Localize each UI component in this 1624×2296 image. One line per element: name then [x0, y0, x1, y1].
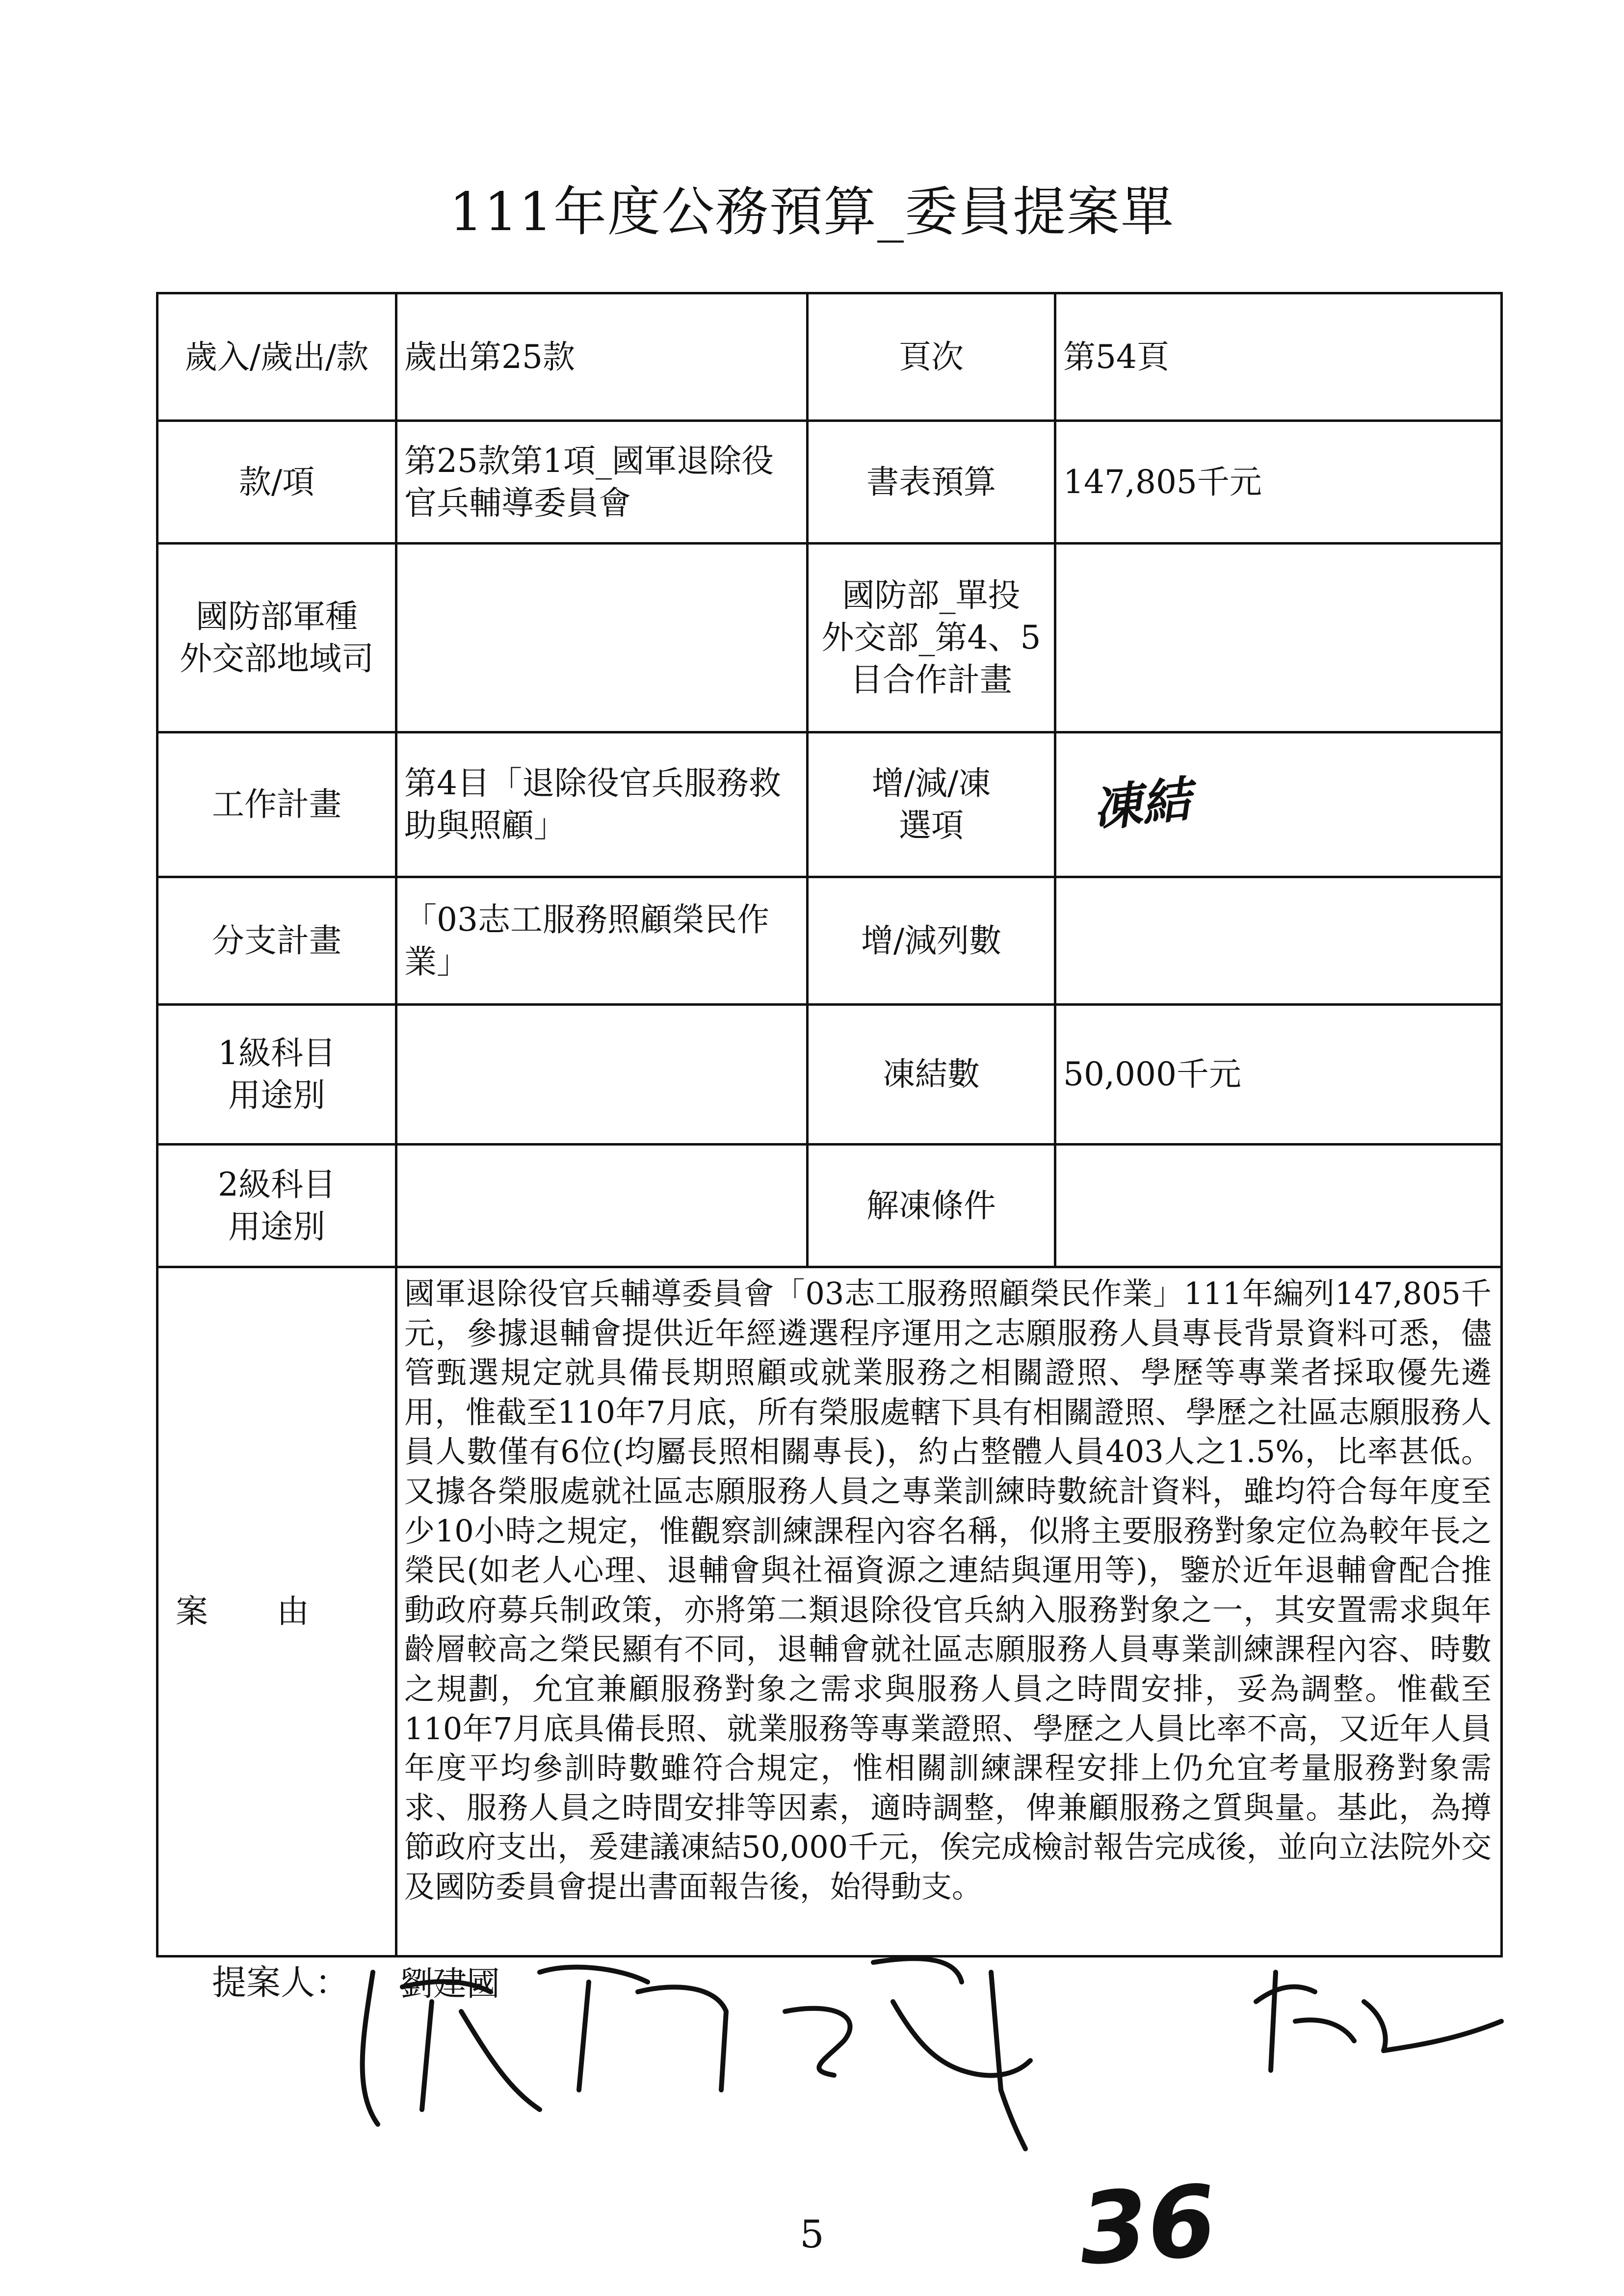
label-frozen-amount: 凍結數: [808, 1005, 1055, 1145]
value-frozen-amount: 50,000千元: [1055, 1005, 1502, 1145]
label-option-line2: 選項: [899, 807, 964, 844]
proposer-label: 提案人：: [212, 1962, 349, 2003]
label-subject1-line2: 用途別: [228, 1076, 325, 1114]
label-subject2-line2: 用途別: [228, 1207, 325, 1246]
signature-2: [785, 1958, 1030, 2149]
label-unfreeze-condition: 解凍條件: [808, 1145, 1055, 1267]
label-adjust-amount: 增/減列數: [808, 877, 1055, 1005]
label-budget: 書表預算: [808, 421, 1055, 544]
page-number: 5: [800, 2213, 824, 2257]
value-budget: 147,805千元: [1055, 421, 1502, 544]
value-branch-plan: 「03志工服務照顧榮民作業」: [396, 877, 808, 1005]
label-section: 歲入/歲出/款: [157, 293, 396, 421]
value-page: 第54頁: [1055, 293, 1502, 421]
label-subject2-line1: 2級科目: [218, 1165, 336, 1203]
label-option-line1: 增/減/凍: [871, 764, 991, 803]
label-page: 頁次: [808, 293, 1055, 421]
proposer-name: 劉建國: [400, 1965, 500, 2004]
handwritten-page-number: 36: [1075, 2164, 1220, 2288]
label-subject1-line1: 1級科目: [218, 1034, 336, 1072]
label-cooperation-plan-line1: 國防部_單投: [842, 576, 1021, 615]
signature-1: [363, 1967, 726, 2124]
label-branch-plan: 分支計畫: [157, 877, 396, 1005]
signature-3: [1256, 1972, 1501, 2070]
reason-text: 國軍退除役官兵輔導委員會「03志工服務照顧榮民作業」111年編列147,805千元，參據退輔會提供近年經遴選程序運用之志願服務人員專長背景資料可悉，儘管甄選規定就具備長期照顧或就業服務之相關證照、學歷等專業者採取優先遴用，惟截至110年7月底，所有榮服處轄下具有相關證照、學歷之社區志願服務人員人數僅有6位(均屬長照相關專長)，約占整體人員403人之1.5%，比率甚低。又據各榮服處就社區志願服務人員之專業訓練時數統計資料，雖均符合每年度至少10小時之規定，惟觀察訓練課程內容名稱，似將主要服務對象定位為較年長之榮民(如老人心理、退輔會與社福資源之連結與運用等)，鑒於近年退輔會配合推動政府募兵制政策，亦將第二類退除役官兵納入服務對象之一，其安置需求與年齡層較高之榮民顯有不同，退輔會就社區志願服務人員專業訓練課程內容、時數之規劃，允宜兼顧服務對象之需求與服務人員之時間安排，妥為調整。惟截至110年7月底具備長照、就業服務等專業證照、學歷之人員比率不高，又近年人員年度平均參訓時數雖符合規定，惟相關訓練課程安排上仍允宜考量服務對象需求、服務人員之時間安排等因素，適時調整，俾兼顧服務之質與量。基此，為撙節政府支出，爰建議凍結50,000千元，俟完成檢討報告完成後，並向立法院外交及國防委員會提出書面報告後，始得動支。: [396, 1267, 1502, 1957]
label-military-branch-line2: 外交部地域司: [180, 640, 374, 678]
label-cooperation-plan-line3: 目合作計畫: [850, 660, 1012, 699]
label-military-branch-line1: 國防部軍種: [196, 598, 358, 636]
label-work-plan: 工作計畫: [157, 732, 396, 877]
label-reason: 案由: [157, 1267, 396, 1957]
form-title: 111年度公務預算_委員提案單: [449, 182, 1175, 243]
handwritten-option: 凍結: [1090, 770, 1194, 838]
value-item: 第25款第1項_國軍退除役官兵輔導委員會: [396, 421, 808, 544]
label-cooperation-plan-line2: 外交部_第4、5: [821, 619, 1041, 657]
value-section: 歲出第25款: [396, 293, 808, 421]
label-item: 款/項: [157, 421, 396, 544]
value-work-plan: 第4目「退除役官兵服務救助與照顧」: [396, 732, 808, 877]
